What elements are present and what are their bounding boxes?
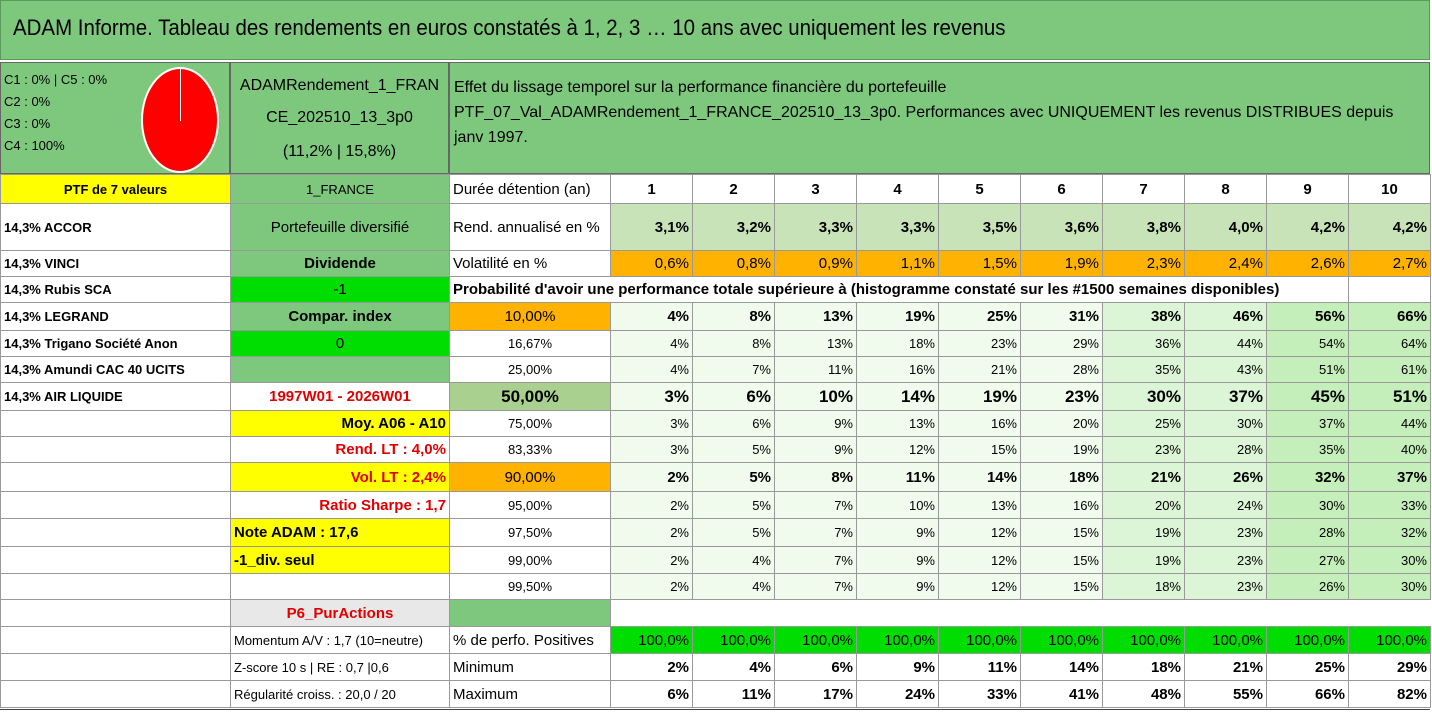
positive-perf-value: 100,0% <box>611 627 693 654</box>
empty-cell <box>1 411 231 437</box>
table-row <box>1 600 1431 627</box>
positive-perf-value: 100,0% <box>857 627 939 654</box>
table-row <box>1 277 1431 303</box>
table-row <box>1 437 1431 463</box>
probability-threshold: 97,50% <box>450 519 611 547</box>
probability-value: 30% <box>1103 383 1185 411</box>
year-header: 7 <box>1103 175 1185 204</box>
rend-lt-label: Rend. LT : 4,0% <box>231 437 450 463</box>
probability-value: 33% <box>1349 492 1431 519</box>
volatility-value: 1,9% <box>1021 251 1103 277</box>
probability-value: 15% <box>939 437 1021 463</box>
probability-value: 16% <box>857 357 939 383</box>
asset-class-line: C3 : 0% <box>4 116 51 131</box>
probability-value: 7% <box>693 357 775 383</box>
probability-value: 23% <box>1185 519 1267 547</box>
annual-return-value: 4,0% <box>1185 204 1267 251</box>
year-header: 9 <box>1267 175 1349 204</box>
probability-value: 15% <box>1021 574 1103 600</box>
holding-item: 14,3% VINCI <box>1 251 231 277</box>
probability-value: 19% <box>1103 519 1185 547</box>
probability-value: 3% <box>611 383 693 411</box>
probability-value: 2% <box>611 574 693 600</box>
probability-value: 10% <box>857 492 939 519</box>
year-header: 3 <box>775 175 857 204</box>
probability-value: 6% <box>693 383 775 411</box>
empty-cell <box>231 574 450 600</box>
volatility-value: 2,4% <box>1185 251 1267 277</box>
probability-value: 7% <box>775 519 857 547</box>
probability-value: 9% <box>857 519 939 547</box>
table-row <box>1 519 1431 547</box>
probability-value: 8% <box>775 463 857 492</box>
year-header: 5 <box>939 175 1021 204</box>
probability-value: 64% <box>1349 331 1431 357</box>
year-header: 4 <box>857 175 939 204</box>
probability-value: 30% <box>1349 574 1431 600</box>
annual-return-value: 4,2% <box>1267 204 1349 251</box>
annual-return-label: Rend. annualisé en % <box>450 204 611 251</box>
probability-value: 23% <box>1185 547 1267 574</box>
report-title: ADAM Informe. Tableau des rendements en euros constatés à 1, 2, 3 … 10 ans avec uniquement les revenus <box>13 15 1006 40</box>
probability-value: 9% <box>857 574 939 600</box>
table-row <box>1 574 1431 600</box>
probability-value: 20% <box>1103 492 1185 519</box>
probability-value: 8% <box>693 331 775 357</box>
empty-cell <box>1 627 231 654</box>
p6-label: P6_PurActions <box>231 600 450 627</box>
probability-value: 46% <box>1185 303 1267 331</box>
maximum-value: 82% <box>1349 681 1431 708</box>
probability-value: 13% <box>939 492 1021 519</box>
holding-item: 14,3% LEGRAND <box>1 303 231 331</box>
empty-cell <box>1 463 231 492</box>
probability-value: 14% <box>857 383 939 411</box>
probability-value: 25% <box>939 303 1021 331</box>
probability-threshold: 90,00% <box>450 463 611 492</box>
probability-value: 9% <box>775 411 857 437</box>
asset-class-line: C1 : 0% | C5 : 0% <box>4 72 108 87</box>
probability-value: 24% <box>1185 492 1267 519</box>
annual-return-value: 3,3% <box>775 204 857 251</box>
probability-value: 30% <box>1349 547 1431 574</box>
minimum-value: 11% <box>939 654 1021 681</box>
probability-value: 15% <box>1021 547 1103 574</box>
annual-return-value: 3,8% <box>1103 204 1185 251</box>
probability-value: 5% <box>693 463 775 492</box>
empty-cell <box>450 600 611 627</box>
empty-cell <box>1349 277 1431 303</box>
probability-value: 35% <box>1103 357 1185 383</box>
table-row <box>1 331 1431 357</box>
table-row <box>1 251 1431 277</box>
duration-label: Durée détention (an) <box>450 175 611 204</box>
probability-threshold: 95,00% <box>450 492 611 519</box>
momentum-label: Momentum A/V : 1,7 (10=neutre) <box>231 627 450 654</box>
probability-value: 23% <box>1021 383 1103 411</box>
blank-span <box>611 600 1431 627</box>
probability-value: 16% <box>1021 492 1103 519</box>
probability-value: 18% <box>1021 463 1103 492</box>
probability-value: 4% <box>693 574 775 600</box>
volatility-value: 0,6% <box>611 251 693 277</box>
probability-threshold: 10,00% <box>450 303 611 331</box>
probability-value: 44% <box>1185 331 1267 357</box>
probability-value: 3% <box>611 437 693 463</box>
annual-return-value: 4,2% <box>1349 204 1431 251</box>
table-row <box>1 547 1431 574</box>
probability-threshold: 99,00% <box>450 547 611 574</box>
description-line2: PTF_07_Val_ADAMRendement_1_FRANCE_202510_13_3p0. Performances avec UNIQUEMENT les revenus DISTRIBUES depuis <box>454 104 1394 121</box>
probability-value: 25% <box>1103 411 1185 437</box>
probability-value: 19% <box>1103 547 1185 574</box>
annual-return-value: 3,2% <box>693 204 775 251</box>
probability-value: 21% <box>1103 463 1185 492</box>
portfolio-name-box <box>230 62 449 174</box>
probability-value: 10% <box>775 383 857 411</box>
probability-value: 18% <box>857 331 939 357</box>
annual-return-value: 3,3% <box>857 204 939 251</box>
table-row <box>1 357 1431 383</box>
probability-value: 2% <box>611 463 693 492</box>
probability-value: 2% <box>611 519 693 547</box>
probability-value: 31% <box>1021 303 1103 331</box>
probability-value: 12% <box>857 437 939 463</box>
portfolio-name-line1: ADAMRendement_1_FRAN <box>239 77 440 94</box>
probability-value: 13% <box>857 411 939 437</box>
probability-value: 30% <box>1267 492 1349 519</box>
asset-class-line: C4 : 100% <box>4 138 65 153</box>
empty-cell <box>1 519 231 547</box>
table-row <box>1 463 1431 492</box>
year-header: 2 <box>693 175 775 204</box>
annual-return-value: 3,5% <box>939 204 1021 251</box>
holding-item: 14,3% Amundi CAC 40 UCITS <box>1 357 231 383</box>
probability-value: 30% <box>1185 411 1267 437</box>
probability-value: 13% <box>775 303 857 331</box>
empty-cell <box>1 547 231 574</box>
maximum-value: 6% <box>611 681 693 708</box>
minimum-value: 18% <box>1103 654 1185 681</box>
probability-value: 54% <box>1267 331 1349 357</box>
adam-note-label: Note ADAM : 17,6 <box>231 519 450 547</box>
table-row <box>1 681 1431 708</box>
table-row <box>1 492 1431 519</box>
maximum-value: 48% <box>1103 681 1185 708</box>
probability-value: 19% <box>857 303 939 331</box>
table-row <box>1 175 1431 204</box>
probability-value: 28% <box>1267 519 1349 547</box>
table-row <box>1 654 1431 681</box>
annual-return-value: 3,1% <box>611 204 693 251</box>
probability-threshold: 99,50% <box>450 574 611 600</box>
empty-cell <box>231 357 450 383</box>
probability-value: 7% <box>775 547 857 574</box>
probability-value: 15% <box>1021 519 1103 547</box>
empty-cell <box>1 492 231 519</box>
zscore-label: Z-score 10 s | RE : 0,7 |0,6 <box>231 654 450 681</box>
minimum-value: 14% <box>1021 654 1103 681</box>
holding-item: 14,3% Rubis SCA <box>1 277 231 303</box>
portfolio-return-range: (11,2% | 15,8%) <box>282 143 397 160</box>
vol-lt-label: Vol. LT : 2,4% <box>231 463 450 492</box>
probability-value: 20% <box>1021 411 1103 437</box>
moy-label: Moy. A06 - A10 <box>231 411 450 437</box>
probability-value: 5% <box>693 492 775 519</box>
probability-value: 61% <box>1349 357 1431 383</box>
probability-value: 45% <box>1267 383 1349 411</box>
positive-perf-value: 100,0% <box>1103 627 1185 654</box>
holding-item: 14,3% AIR LIQUIDE <box>1 383 231 411</box>
empty-cell <box>1 600 231 627</box>
volatility-value: 0,9% <box>775 251 857 277</box>
maximum-value: 11% <box>693 681 775 708</box>
probability-value: 26% <box>1267 574 1349 600</box>
ptf-label: PTF de 7 valeurs <box>1 175 231 204</box>
sharpe-label: Ratio Sharpe : 1,7 <box>231 492 450 519</box>
bottom-border <box>0 709 1430 710</box>
probability-value: 32% <box>1267 463 1349 492</box>
table-row <box>1 411 1431 437</box>
div-only-label: -1_div. seul <box>231 547 450 574</box>
probability-value: 12% <box>939 519 1021 547</box>
probability-value: 36% <box>1103 331 1185 357</box>
probability-value: 56% <box>1267 303 1349 331</box>
positive-perf-value: 100,0% <box>1267 627 1349 654</box>
volatility-value: 1,5% <box>939 251 1021 277</box>
description-text <box>454 75 1425 150</box>
minimum-value: 9% <box>857 654 939 681</box>
maximum-value: 17% <box>775 681 857 708</box>
probability-value: 66% <box>1349 303 1431 331</box>
probability-threshold: 50,00% <box>450 383 611 411</box>
table-row <box>1 303 1431 331</box>
volatility-label: Volatilité en % <box>450 251 611 277</box>
description-line1: Effet du lissage temporel sur la performance financière du portefeuille <box>454 79 947 96</box>
probability-value: 12% <box>939 547 1021 574</box>
volatility-value: 2,3% <box>1103 251 1185 277</box>
probability-header: Probabilité d'avoir une performance totale supérieure à (histogramme constaté sur les #1500 semaines disponibles) <box>450 277 1349 303</box>
probability-threshold: 75,00% <box>450 411 611 437</box>
probability-value: 5% <box>693 519 775 547</box>
probability-value: 51% <box>1267 357 1349 383</box>
volatility-value: 1,1% <box>857 251 939 277</box>
probability-value: 21% <box>939 357 1021 383</box>
probability-value: 51% <box>1349 383 1431 411</box>
probability-value: 32% <box>1349 519 1431 547</box>
probability-value: 7% <box>775 492 857 519</box>
probability-value: 7% <box>775 574 857 600</box>
probability-value: 4% <box>611 357 693 383</box>
minimum-value: 6% <box>775 654 857 681</box>
description-line3: janv 1997. <box>454 129 528 146</box>
returns-table <box>0 174 1431 708</box>
probability-value: 43% <box>1185 357 1267 383</box>
probability-value: 37% <box>1267 411 1349 437</box>
probability-value: 4% <box>693 547 775 574</box>
empty-cell <box>1 437 231 463</box>
maximum-value: 33% <box>939 681 1021 708</box>
positive-perf-value: 100,0% <box>775 627 857 654</box>
probability-threshold: 25,00% <box>450 357 611 383</box>
table-row <box>1 383 1431 411</box>
probability-value: 37% <box>1185 383 1267 411</box>
probability-value: 28% <box>1021 357 1103 383</box>
minimum-value: 29% <box>1349 654 1431 681</box>
positive-perf-value: 100,0% <box>693 627 775 654</box>
empty-cell <box>1 574 231 600</box>
minimum-label: Minimum <box>450 654 611 681</box>
asset-class-list <box>4 69 107 157</box>
probability-value: 4% <box>611 303 693 331</box>
year-header: 6 <box>1021 175 1103 204</box>
probability-value: 3% <box>611 411 693 437</box>
asset-class-line: C2 : 0% <box>4 94 51 109</box>
holding-item: 14,3% ACCOR <box>1 204 231 251</box>
probability-value: 12% <box>939 574 1021 600</box>
regularity-label: Régularité croiss. : 20,0 / 20 <box>231 681 450 708</box>
probability-value: 38% <box>1103 303 1185 331</box>
holding-item: 14,3% Trigano Société Anon <box>1 331 231 357</box>
diversified-label: Portefeuille diversifié <box>231 204 450 251</box>
probability-threshold: 16,67% <box>450 331 611 357</box>
report-title-bar <box>0 0 1430 60</box>
probability-value: 9% <box>775 437 857 463</box>
probability-value: 44% <box>1349 411 1431 437</box>
positive-perf-value: 100,0% <box>1185 627 1267 654</box>
compar-index-label: Compar. index <box>231 303 450 331</box>
probability-value: 26% <box>1185 463 1267 492</box>
asset-class-box <box>0 62 230 174</box>
volatility-value: 0,8% <box>693 251 775 277</box>
allocation-pie-chart <box>141 67 219 173</box>
minimum-value: 25% <box>1267 654 1349 681</box>
probability-value: 40% <box>1349 437 1431 463</box>
maximum-value: 24% <box>857 681 939 708</box>
portfolio-name-line2: CE_202510_13_3p0 <box>266 109 413 126</box>
probability-threshold: 83,33% <box>450 437 611 463</box>
minimum-value: 21% <box>1185 654 1267 681</box>
period-label: 1997W01 - 2026W01 <box>231 383 450 411</box>
positive-perf-value: 100,0% <box>939 627 1021 654</box>
empty-cell <box>1 681 231 708</box>
probability-value: 13% <box>775 331 857 357</box>
positive-perf-label: % de perfo. Positives <box>450 627 611 654</box>
table-row <box>1 627 1431 654</box>
probability-value: 29% <box>1021 331 1103 357</box>
minimum-value: 4% <box>693 654 775 681</box>
probability-value: 28% <box>1185 437 1267 463</box>
probability-value: 8% <box>693 303 775 331</box>
minus-one-indicator: -1 <box>231 277 450 303</box>
probability-value: 18% <box>1103 574 1185 600</box>
probability-value: 19% <box>1021 437 1103 463</box>
probability-value: 11% <box>775 357 857 383</box>
dividend-label: Dividende <box>231 251 450 277</box>
probability-value: 11% <box>857 463 939 492</box>
compar-index-value: 0 <box>231 331 450 357</box>
probability-value: 35% <box>1267 437 1349 463</box>
probability-value: 4% <box>611 331 693 357</box>
probability-value: 14% <box>939 463 1021 492</box>
probability-value: 6% <box>693 411 775 437</box>
maximum-value: 41% <box>1021 681 1103 708</box>
description-box <box>449 62 1430 174</box>
table-row <box>1 204 1431 251</box>
probability-value: 23% <box>939 331 1021 357</box>
annual-return-value: 3,6% <box>1021 204 1103 251</box>
ptf-code: 1_FRANCE <box>231 175 450 204</box>
probability-value: 16% <box>939 411 1021 437</box>
minimum-value: 2% <box>611 654 693 681</box>
year-header: 8 <box>1185 175 1267 204</box>
probability-value: 37% <box>1349 463 1431 492</box>
probability-value: 2% <box>611 492 693 519</box>
positive-perf-value: 100,0% <box>1349 627 1431 654</box>
probability-value: 23% <box>1185 574 1267 600</box>
probability-value: 9% <box>857 547 939 574</box>
volatility-value: 2,6% <box>1267 251 1349 277</box>
maximum-value: 55% <box>1185 681 1267 708</box>
positive-perf-value: 100,0% <box>1021 627 1103 654</box>
volatility-value: 2,7% <box>1349 251 1431 277</box>
probability-value: 19% <box>939 383 1021 411</box>
empty-cell <box>1 654 231 681</box>
probability-value: 23% <box>1103 437 1185 463</box>
year-header: 10 <box>1349 175 1431 204</box>
year-header: 1 <box>611 175 693 204</box>
probability-value: 2% <box>611 547 693 574</box>
maximum-label: Maximum <box>450 681 611 708</box>
probability-value: 5% <box>693 437 775 463</box>
probability-value: 27% <box>1267 547 1349 574</box>
maximum-value: 66% <box>1267 681 1349 708</box>
